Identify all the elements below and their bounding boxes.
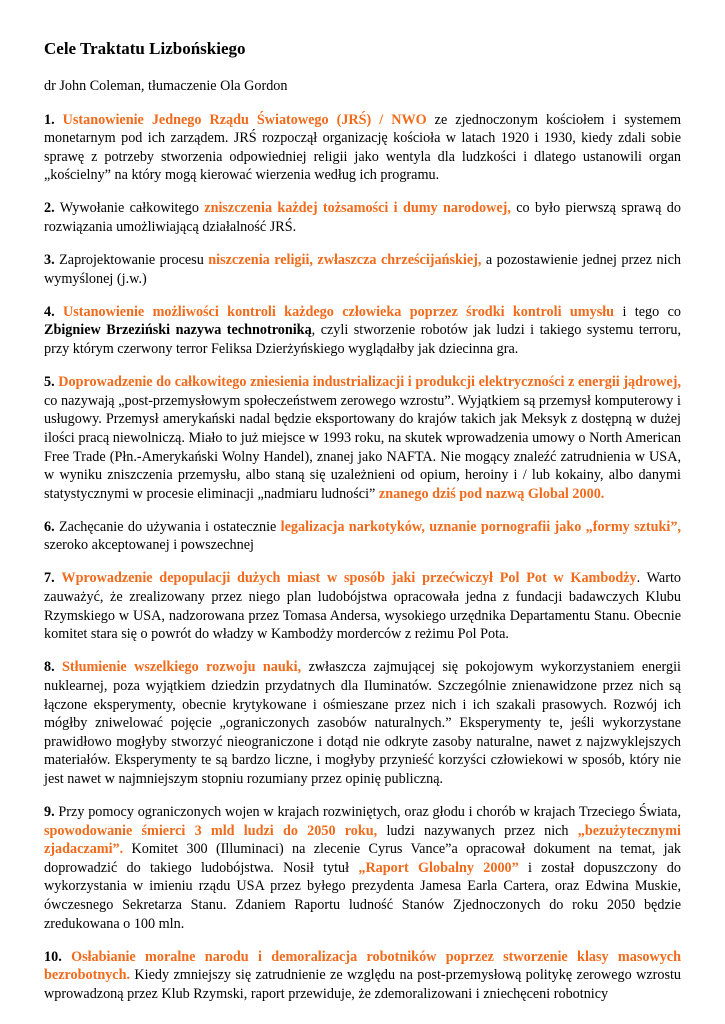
body-text <box>55 112 63 128</box>
paragraph-3 <box>44 251 681 288</box>
paragraph-number: 7. <box>44 570 55 587</box>
highlighted-text: Ustanowienie możliwości kontroli każdego człowieka poprzez środki kontroli umysłu <box>63 303 615 320</box>
highlighted-text: Osłabianie moralne narodu i demoralizacja robotników poprzez stworzenie klasy masowych bezrobotnych. <box>44 948 681 984</box>
body-text: Przy pomocy ograniczonych wojen w krajach rozwiniętych, oraz głodu i chorób w krajach Trzeciego Świata, <box>54 804 681 820</box>
body-text <box>62 949 71 965</box>
body-text: , czyli stworzenie robotów jak ludzi i takiego systemu terroru, przy którym czerwony terror Feliksa Dzierżyńskiego wyglądałby jak dziecinna gra. <box>44 322 681 358</box>
paragraph-number: 5. <box>44 374 55 391</box>
body-text: co było pierwszą sprawą do rozwiązania umożliwiającą działalność JRŚ. <box>44 200 681 236</box>
body-text: Zachęcanie do używania i ostatecznie <box>54 518 281 535</box>
body-text: szeroko akceptowanej i powszechnej <box>44 537 254 554</box>
paragraph-number: 8. <box>44 659 55 676</box>
paragraph-number: 3. <box>44 252 55 269</box>
paragraph-number: 1. <box>44 111 55 128</box>
bold-text: Zbigniew Brzeziński nazywa technotroniką <box>44 322 312 339</box>
body-text: co nazywają „post-przemysłowym społeczeństwem zerowego wzrostu”. Wyjątkiem są przemysł komputerowy i usługowy. Przemysł amerykański nadal będzie eksportowany do krajów takich jak Meksyk z dostępną w dużej ilości pracą niewolniczą. Miało to już miejsce w 1993 roku, na skutek wprowadzenia umowy o North American Free Trade (Płn.-Amerykański Wolny Handel), znanej jako NAFTA. Nie mogący znaleźć zatrudnienia w USA, w wyniku zniszczenia przemysłu, albo staną się uzależnieni od opium, heroiny i / lub kokainy, albo danymi statystycznymi w procesie eliminacji „nadmiaru ludności” <box>44 392 681 502</box>
document-page <box>44 38 681 1018</box>
highlighted-text: Doprowadzenie do całkowitego zniesienia industrializacji i produkcji elektryczności z energii jądrowej, <box>58 374 681 391</box>
paragraph-6 <box>44 518 681 555</box>
highlighted-text: „bezużytecznymi zjadaczami”. <box>44 822 681 858</box>
highlighted-text: znanego dziś pod nazwą Global 2000. <box>378 485 605 502</box>
paragraph-9 <box>44 803 681 933</box>
body-text: Komitet 300 (Illuminaci) na zlecenie Cyrus Vance”a opracował dokument na temat, jak doprowadzić do takiego ludobójstwa. Nosił tytuł <box>44 841 681 876</box>
paragraph-number: 6. <box>44 518 55 535</box>
body-text <box>55 304 63 320</box>
paragraph-2 <box>44 199 681 236</box>
highlighted-text: legalizacja narkotyków, uznanie pornografii jako „formy sztuki”, <box>280 518 681 535</box>
paragraph-number: 9. <box>44 804 55 820</box>
paragraph-7 <box>44 569 681 643</box>
highlighted-text: zniszczenia każdej tożsamości i dumy narodowej, <box>204 200 511 217</box>
body-text: i tego co <box>614 303 681 320</box>
highlighted-text: spowodowanie śmierci 3 mld ludzi do 2050 roku, <box>44 822 378 839</box>
body-text: a pozostawienie jednej przez nich wymyślonej (j.w.) <box>44 252 681 287</box>
paragraph-5 <box>44 373 681 503</box>
body-text: zwłaszcza zajmującej się pokojowym wykorzystaniem energii nuklearnej, poza wyjątkiem dziedzin przydatnych dla Iluminatów. Szczególnie znienawidzone przez nich są łączone eksperymenty, obecnie krytykowane i ośmieszane przez nich i ich szakali prasowych. Rozwój ich mógłby zniwelować pojęcie „ograniczonych zasobów naturalnych.” Eksperymenty te, jeśli wykorzystane prawidłowo mogłyby stworzyć nieograniczone i dotąd nie odkryte zasoby naturalne, nawet z najzwyklejszych materiałów. Eksperymenty te są bardzo liczne, i mogłyby przynieść korzyści człowiekowi w sposób, który nie jest nawet w najmniejszym stopniu rozumiany przez opinię publiczną. <box>44 659 681 787</box>
paragraph-number: 4. <box>44 303 55 320</box>
paragraph-1 <box>44 111 681 185</box>
highlighted-text: Stłumienie wszelkiego rozwoju nauki, <box>62 659 302 676</box>
body-text: ludzi nazywanych przez nich <box>377 822 578 839</box>
body-text: Wywołanie całkowitego <box>54 200 205 217</box>
author-line: dr John Coleman, tłumaczenie Ola Gordon <box>44 78 288 94</box>
highlighted-text: „Raport Globalny 2000” <box>358 859 519 876</box>
paragraph-4 <box>44 303 681 359</box>
paragraph-10 <box>44 948 681 1004</box>
paragraph-number: 10. <box>44 948 62 965</box>
body-text: i został dopuszczony do wykorzystania w imieniu rządu USA przez byłego prezydenta Jamesa Earla Cartera, oraz Edwina Muskie, ówczesnego Sekretarza Stanu. Zdaniem Raportu ludność Stanów Zjednoczonych do roku 2050 będzie zredukowana o 100 mln. <box>44 859 681 932</box>
document-title: Cele Traktatu Lizbońskiego <box>44 39 246 58</box>
body-text: ze zjednoczonym kościołem i systemem monetarnym pod ich zarządem. JRŚ rozpoczął organizację kościoła w latach 1920 i 1930, kiedy zdali sobie sprawę z potrzeby stworzenia odpowiedniej religii jako wentyla dla ludzkości i dlatego ustanowili organ „kościelny” na który mogą kierować wierzenia według ich programu. <box>44 111 681 184</box>
body-text: Kiedy zmniejszy się zatrudnienie ze względu na post-przemysłową politykę zerowego wzrostu wprowadzoną przez Klub Rzymski, raport przewiduje, że zdemoralizowani i zniechęceni robotnicy <box>44 967 681 1002</box>
highlighted-text: Ustanowienie Jednego Rządu Światowego (JRŚ) / NWO <box>62 111 427 128</box>
body-text: . Warto zauważyć, że zrealizowany przez niego plan ludobójstwa opracowała jedna z fundacji badawczych Klubu Rzymskiego w USA, nadzorowana przez Tomasa Andersa, wysokiego urzędnika Departamentu Stanu. Obecnie komitet stara się o powrót do władzy w Kambodży morderców z reżimu Pol Pota. <box>44 570 681 643</box>
body-text: Zaprojektowanie procesu <box>54 252 209 269</box>
highlighted-text: niszczenia religii, zwłaszcza chrześcijańskiej, <box>208 252 482 269</box>
paragraph-list <box>44 111 681 1004</box>
body-text <box>55 659 62 675</box>
paragraph-8 <box>44 658 681 788</box>
paragraph-number: 2. <box>44 200 55 217</box>
highlighted-text: Wprowadzenie depopulacji dużych miast w sposób jaki przećwiczył Pol Pot w Kambodży <box>61 570 637 587</box>
